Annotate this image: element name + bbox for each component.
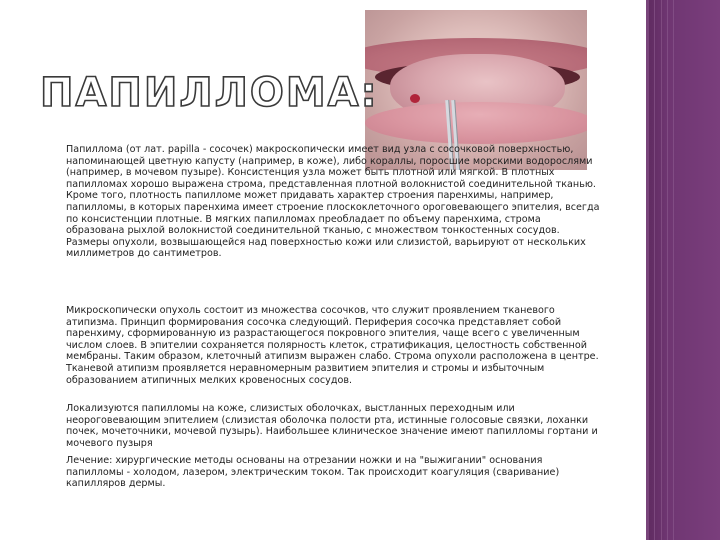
list-item-text: Лечение: хирургические методы основаны на отрезании ножки и на "выжигании" основания папилломы - холодом, лазером, электрическим током. Так происходит коагуляция (сваривание) капилляров дермы. [66,455,560,490]
decorative-sidebar [646,0,720,540]
list-item-text: Микроскопически опухоль состоит из множества сосочков, что служит проявлением тканевого атипизма. Принцип формирования сосочка следующий. Периферия сосочка представляет собой паренхиму, сформированную из разрастающегося покровного эпителия, чаще всего с увеличенным числом слоев. В эпителии сохраняется полярность клеток, стратификация, целостность собственной мембраны. Таким образом, клеточный атипизм выражен слабо. Строма опухоли расположена в центре. Тканевой атипизм проявляется неравномерным развитием эпителия и стромы и избыточным образованием атипичных мелких кровеносных сосудов. [66,305,599,386]
list-item-text: Папиллома (от лат. papilla - сосочек) макроскопически имеет вид узла с сосочковой поверхностью, напоминающей цветную капусту (например, в коже), либо кораллы, поросшие морскими водорослями (например, в мочевом пузыре). Консистенция узла может быть плотной или мягкой. В плотных папилломах хорошо выражена строма, представленная плотной волокнистой соединительной тканью. Кроме того, плотность папилломе может придавать характер строения паренхимы, например, папилломы, в которых паренхима имеет строение плоскоклеточного ороговевающего эпителия, всегда по консистенции плотные. В мягких папилломах преобладает по объему паренхима, строма образована рыхлой волокнистой соединительной тканью, с множеством тонкостенных сосудов. Размеры опухоли, возвышающейся над поверхностью кожи или слизистой, варьируют от нескольких миллиметров до сантиметров. [66,144,600,260]
slide-title: ПАПИЛЛОМА: [40,70,379,116]
list-item-text: Локализуются папилломы на коже, слизистых оболочках, выстланных переходным или неороговевающим эпителием (слизистая оболочка полости рта, истинные голосовые связки, лоханки почек, мочеточники, мочевой пузырь). Наибольшее клиническое значение имеют папилломы гортани и мочевого пузыря [66,403,598,449]
list-item [40,305,600,386]
papilloma-lesion [410,94,420,103]
sidebar-stripe [654,0,655,540]
list-item [40,455,600,490]
sidebar-stripe [661,0,662,540]
sidebar-stripe [673,0,674,540]
list-item [40,403,600,449]
list-item [40,144,600,260]
sidebar-stripe [667,0,668,540]
lower-lip [365,102,587,144]
